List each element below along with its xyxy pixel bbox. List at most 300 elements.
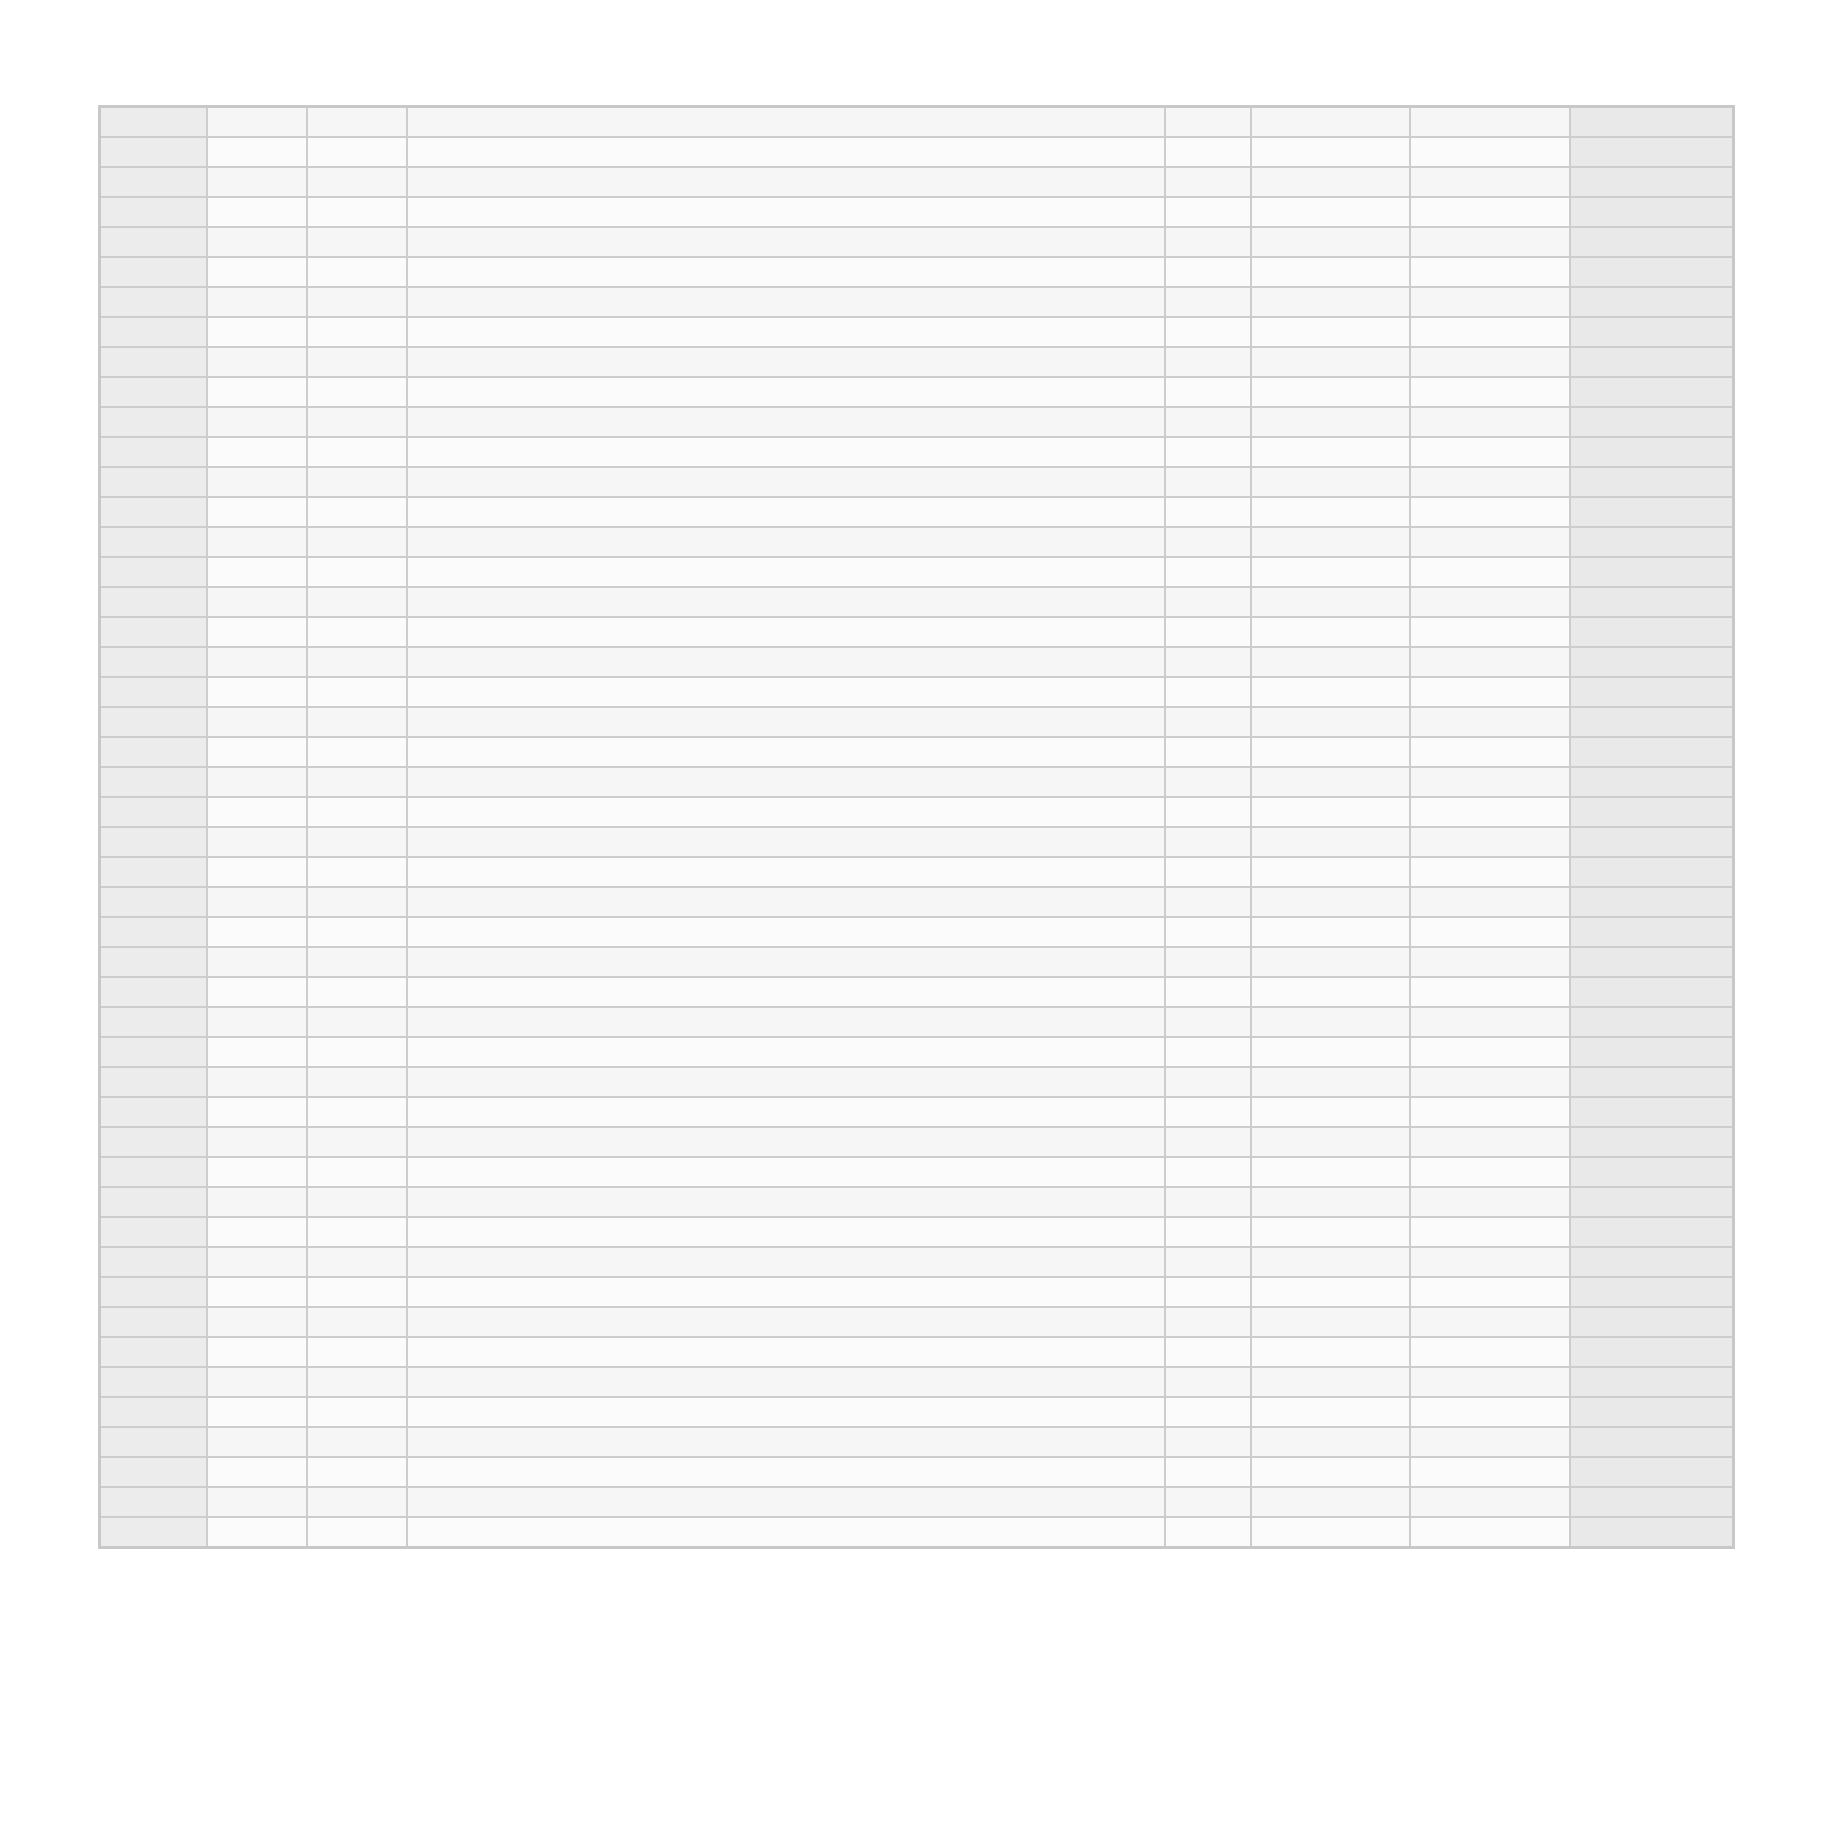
table-row xyxy=(100,617,1734,647)
cell-desc xyxy=(407,527,1165,557)
cell-c xyxy=(1410,1397,1570,1427)
table-row xyxy=(100,647,1734,677)
cell-b xyxy=(1251,797,1410,827)
cell-desc xyxy=(407,197,1165,227)
cell-ref xyxy=(100,887,207,917)
cell-desc xyxy=(407,1157,1165,1187)
cell-c xyxy=(1410,197,1570,227)
table-row xyxy=(100,1007,1734,1037)
cell-ref xyxy=(100,467,207,497)
table-row xyxy=(100,287,1734,317)
cell-date xyxy=(207,1487,307,1517)
cell-a xyxy=(1165,107,1251,138)
cell-a xyxy=(1165,977,1251,1007)
table-row xyxy=(100,917,1734,947)
cell-a xyxy=(1165,1457,1251,1487)
cell-ref xyxy=(100,317,207,347)
cell-ref xyxy=(100,287,207,317)
table-row xyxy=(100,1247,1734,1277)
cell-code xyxy=(307,377,407,407)
cell-desc xyxy=(407,767,1165,797)
cell-d xyxy=(1570,1517,1734,1548)
cell-desc xyxy=(407,287,1165,317)
table-row xyxy=(100,1067,1734,1097)
cell-ref xyxy=(100,947,207,977)
cell-ref xyxy=(100,797,207,827)
cell-a xyxy=(1165,1427,1251,1457)
cell-d xyxy=(1570,1157,1734,1187)
cell-ref xyxy=(100,1367,207,1397)
table-row xyxy=(100,767,1734,797)
cell-date xyxy=(207,1217,307,1247)
cell-c xyxy=(1410,347,1570,377)
cell-desc xyxy=(407,677,1165,707)
cell-ref xyxy=(100,1427,207,1457)
ledger-body xyxy=(100,107,1734,1548)
table-row xyxy=(100,1427,1734,1457)
cell-d xyxy=(1570,797,1734,827)
cell-c xyxy=(1410,167,1570,197)
cell-date xyxy=(207,1127,307,1157)
cell-code xyxy=(307,227,407,257)
cell-d xyxy=(1570,407,1734,437)
table-row xyxy=(100,527,1734,557)
cell-c xyxy=(1410,1277,1570,1307)
cell-b xyxy=(1251,1397,1410,1427)
cell-a xyxy=(1165,1487,1251,1517)
cell-code xyxy=(307,407,407,437)
cell-date xyxy=(207,1157,307,1187)
cell-date xyxy=(207,1187,307,1217)
cell-code xyxy=(307,1247,407,1277)
cell-c xyxy=(1410,1037,1570,1067)
cell-c xyxy=(1410,527,1570,557)
cell-c xyxy=(1410,1097,1570,1127)
cell-b xyxy=(1251,1337,1410,1367)
cell-date xyxy=(207,737,307,767)
cell-d xyxy=(1570,1367,1734,1397)
cell-desc xyxy=(407,1487,1165,1517)
cell-a xyxy=(1165,1277,1251,1307)
cell-ref xyxy=(100,1157,207,1187)
cell-b xyxy=(1251,1487,1410,1517)
cell-a xyxy=(1165,287,1251,317)
cell-date xyxy=(207,287,307,317)
cell-d xyxy=(1570,317,1734,347)
cell-ref xyxy=(100,1517,207,1548)
cell-a xyxy=(1165,1307,1251,1337)
table-row xyxy=(100,947,1734,977)
cell-a xyxy=(1165,917,1251,947)
cell-date xyxy=(207,1037,307,1067)
cell-code xyxy=(307,527,407,557)
cell-ref xyxy=(100,1217,207,1247)
cell-b xyxy=(1251,1097,1410,1127)
cell-code xyxy=(307,467,407,497)
cell-code xyxy=(307,917,407,947)
cell-b xyxy=(1251,827,1410,857)
cell-b xyxy=(1251,557,1410,587)
cell-b xyxy=(1251,917,1410,947)
cell-ref xyxy=(100,1067,207,1097)
cell-a xyxy=(1165,1517,1251,1548)
cell-d xyxy=(1570,1337,1734,1367)
table-row xyxy=(100,1277,1734,1307)
cell-code xyxy=(307,1517,407,1548)
cell-c xyxy=(1410,797,1570,827)
cell-c xyxy=(1410,1307,1570,1337)
cell-date xyxy=(207,857,307,887)
cell-d xyxy=(1570,1277,1734,1307)
cell-date xyxy=(207,647,307,677)
table-row xyxy=(100,317,1734,347)
cell-d xyxy=(1570,977,1734,1007)
table-row xyxy=(100,857,1734,887)
cell-c xyxy=(1410,287,1570,317)
cell-b xyxy=(1251,317,1410,347)
cell-code xyxy=(307,1277,407,1307)
cell-a xyxy=(1165,1217,1251,1247)
cell-desc xyxy=(407,887,1165,917)
cell-desc xyxy=(407,437,1165,467)
cell-b xyxy=(1251,257,1410,287)
cell-a xyxy=(1165,317,1251,347)
cell-a xyxy=(1165,497,1251,527)
cell-date xyxy=(207,137,307,167)
cell-a xyxy=(1165,647,1251,677)
cell-code xyxy=(307,767,407,797)
cell-b xyxy=(1251,737,1410,767)
cell-ref xyxy=(100,527,207,557)
cell-a xyxy=(1165,677,1251,707)
cell-desc xyxy=(407,1127,1165,1157)
cell-b xyxy=(1251,1367,1410,1397)
cell-c xyxy=(1410,377,1570,407)
cell-d xyxy=(1570,497,1734,527)
cell-ref xyxy=(100,347,207,377)
cell-ref xyxy=(100,107,207,138)
cell-ref xyxy=(100,167,207,197)
cell-d xyxy=(1570,1217,1734,1247)
cell-b xyxy=(1251,377,1410,407)
cell-b xyxy=(1251,1457,1410,1487)
cell-code xyxy=(307,197,407,227)
cell-code xyxy=(307,797,407,827)
cell-ref xyxy=(100,917,207,947)
cell-a xyxy=(1165,827,1251,857)
cell-desc xyxy=(407,1247,1165,1277)
cell-a xyxy=(1165,377,1251,407)
table-row xyxy=(100,467,1734,497)
cell-a xyxy=(1165,857,1251,887)
cell-code xyxy=(307,1037,407,1067)
table-row xyxy=(100,347,1734,377)
cell-b xyxy=(1251,227,1410,257)
cell-ref xyxy=(100,377,207,407)
table-row xyxy=(100,887,1734,917)
cell-b xyxy=(1251,137,1410,167)
cell-desc xyxy=(407,1007,1165,1037)
cell-d xyxy=(1570,1397,1734,1427)
cell-desc xyxy=(407,977,1165,1007)
cell-date xyxy=(207,167,307,197)
cell-ref xyxy=(100,1187,207,1217)
cell-desc xyxy=(407,1307,1165,1337)
cell-c xyxy=(1410,1067,1570,1097)
cell-c xyxy=(1410,1457,1570,1487)
cell-ref xyxy=(100,587,207,617)
cell-date xyxy=(207,677,307,707)
cell-b xyxy=(1251,1307,1410,1337)
cell-date xyxy=(207,1277,307,1307)
cell-b xyxy=(1251,767,1410,797)
cell-b xyxy=(1251,1037,1410,1067)
cell-d xyxy=(1570,467,1734,497)
table-row xyxy=(100,377,1734,407)
cell-desc xyxy=(407,1037,1165,1067)
cell-c xyxy=(1410,1367,1570,1397)
cell-a xyxy=(1165,1187,1251,1217)
cell-c xyxy=(1410,1007,1570,1037)
cell-code xyxy=(307,167,407,197)
cell-c xyxy=(1410,317,1570,347)
cell-code xyxy=(307,1427,407,1457)
cell-date xyxy=(207,1517,307,1548)
cell-a xyxy=(1165,407,1251,437)
cell-c xyxy=(1410,467,1570,497)
cell-c xyxy=(1410,917,1570,947)
cell-desc xyxy=(407,1397,1165,1427)
cell-c xyxy=(1410,557,1570,587)
cell-a xyxy=(1165,1397,1251,1427)
cell-desc xyxy=(407,917,1165,947)
cell-date xyxy=(207,797,307,827)
cell-a xyxy=(1165,767,1251,797)
cell-c xyxy=(1410,437,1570,467)
cell-date xyxy=(207,407,307,437)
cell-code xyxy=(307,1397,407,1427)
cell-code xyxy=(307,347,407,377)
cell-ref xyxy=(100,617,207,647)
table-row xyxy=(100,437,1734,467)
cell-c xyxy=(1410,647,1570,677)
cell-d xyxy=(1570,1427,1734,1457)
cell-c xyxy=(1410,947,1570,977)
cell-code xyxy=(307,947,407,977)
cell-a xyxy=(1165,587,1251,617)
cell-c xyxy=(1410,137,1570,167)
cell-code xyxy=(307,257,407,287)
cell-date xyxy=(207,227,307,257)
cell-desc xyxy=(407,737,1165,767)
cell-a xyxy=(1165,1157,1251,1187)
cell-d xyxy=(1570,947,1734,977)
cell-code xyxy=(307,677,407,707)
cell-d xyxy=(1570,647,1734,677)
cell-a xyxy=(1165,527,1251,557)
cell-d xyxy=(1570,227,1734,257)
cell-d xyxy=(1570,617,1734,647)
cell-desc xyxy=(407,1277,1165,1307)
cell-d xyxy=(1570,1487,1734,1517)
cell-d xyxy=(1570,167,1734,197)
cell-ref xyxy=(100,707,207,737)
cell-ref xyxy=(100,1397,207,1427)
table-row xyxy=(100,677,1734,707)
cell-code xyxy=(307,1307,407,1337)
cell-date xyxy=(207,947,307,977)
cell-c xyxy=(1410,1487,1570,1517)
cell-a xyxy=(1165,617,1251,647)
cell-date xyxy=(207,1247,307,1277)
cell-desc xyxy=(407,797,1165,827)
cell-b xyxy=(1251,107,1410,138)
cell-date xyxy=(207,707,307,737)
cell-desc xyxy=(407,1457,1165,1487)
cell-b xyxy=(1251,527,1410,557)
cell-c xyxy=(1410,227,1570,257)
cell-date xyxy=(207,1337,307,1367)
cell-a xyxy=(1165,437,1251,467)
cell-ref xyxy=(100,497,207,527)
cell-desc xyxy=(407,1187,1165,1217)
cell-desc xyxy=(407,1067,1165,1097)
cell-desc xyxy=(407,107,1165,138)
cell-b xyxy=(1251,467,1410,497)
cell-code xyxy=(307,287,407,317)
cell-d xyxy=(1570,587,1734,617)
cell-code xyxy=(307,107,407,138)
table-row xyxy=(100,1097,1734,1127)
cell-d xyxy=(1570,1097,1734,1127)
cell-ref xyxy=(100,137,207,167)
table-row xyxy=(100,257,1734,287)
cell-code xyxy=(307,1367,407,1397)
cell-date xyxy=(207,197,307,227)
cell-date xyxy=(207,827,307,857)
cell-c xyxy=(1410,1187,1570,1217)
cell-c xyxy=(1410,1427,1570,1457)
cell-c xyxy=(1410,1337,1570,1367)
cell-code xyxy=(307,827,407,857)
cell-d xyxy=(1570,527,1734,557)
cell-desc xyxy=(407,317,1165,347)
cell-date xyxy=(207,317,307,347)
table-row xyxy=(100,587,1734,617)
cell-desc xyxy=(407,617,1165,647)
cell-b xyxy=(1251,1217,1410,1247)
cell-desc xyxy=(407,587,1165,617)
cell-c xyxy=(1410,107,1570,138)
table-row xyxy=(100,707,1734,737)
cell-desc xyxy=(407,497,1165,527)
cell-code xyxy=(307,737,407,767)
cell-c xyxy=(1410,977,1570,1007)
cell-d xyxy=(1570,737,1734,767)
cell-d xyxy=(1570,197,1734,227)
cell-code xyxy=(307,707,407,737)
cell-date xyxy=(207,767,307,797)
cell-a xyxy=(1165,1067,1251,1097)
cell-code xyxy=(307,1217,407,1247)
cell-d xyxy=(1570,677,1734,707)
cell-ref xyxy=(100,977,207,1007)
cell-a xyxy=(1165,257,1251,287)
cell-c xyxy=(1410,887,1570,917)
cell-d xyxy=(1570,1247,1734,1277)
cell-ref xyxy=(100,1457,207,1487)
table-row xyxy=(100,737,1734,767)
cell-b xyxy=(1251,947,1410,977)
cell-a xyxy=(1165,707,1251,737)
ledger-table xyxy=(98,105,1735,1549)
cell-b xyxy=(1251,1247,1410,1277)
cell-date xyxy=(207,557,307,587)
cell-date xyxy=(207,1397,307,1427)
cell-b xyxy=(1251,407,1410,437)
cell-d xyxy=(1570,257,1734,287)
cell-d xyxy=(1570,1067,1734,1097)
table-row xyxy=(100,107,1734,138)
cell-ref xyxy=(100,767,207,797)
cell-desc xyxy=(407,827,1165,857)
cell-c xyxy=(1410,587,1570,617)
cell-c xyxy=(1410,1517,1570,1548)
cell-ref xyxy=(100,197,207,227)
cell-a xyxy=(1165,227,1251,257)
cell-desc xyxy=(407,407,1165,437)
table-row xyxy=(100,797,1734,827)
cell-ref xyxy=(100,257,207,287)
table-row xyxy=(100,137,1734,167)
cell-ref xyxy=(100,827,207,857)
cell-ref xyxy=(100,1247,207,1277)
cell-a xyxy=(1165,947,1251,977)
cell-a xyxy=(1165,1337,1251,1367)
cell-date xyxy=(207,587,307,617)
cell-d xyxy=(1570,437,1734,467)
cell-d xyxy=(1570,767,1734,797)
cell-date xyxy=(207,617,307,647)
cell-desc xyxy=(407,1217,1165,1247)
cell-a xyxy=(1165,167,1251,197)
cell-d xyxy=(1570,1007,1734,1037)
cell-desc xyxy=(407,347,1165,377)
table-row xyxy=(100,1307,1734,1337)
cell-date xyxy=(207,887,307,917)
cell-date xyxy=(207,347,307,377)
table-row xyxy=(100,1397,1734,1427)
cell-b xyxy=(1251,707,1410,737)
cell-c xyxy=(1410,407,1570,437)
table-row xyxy=(100,227,1734,257)
cell-desc xyxy=(407,857,1165,887)
cell-ref xyxy=(100,1097,207,1127)
cell-c xyxy=(1410,257,1570,287)
cell-code xyxy=(307,1067,407,1097)
cell-code xyxy=(307,977,407,1007)
cell-d xyxy=(1570,857,1734,887)
cell-date xyxy=(207,377,307,407)
cell-b xyxy=(1251,1007,1410,1037)
cell-desc xyxy=(407,257,1165,287)
cell-code xyxy=(307,887,407,917)
cell-c xyxy=(1410,707,1570,737)
cell-b xyxy=(1251,1187,1410,1217)
cell-d xyxy=(1570,107,1734,138)
table-row xyxy=(100,1487,1734,1517)
cell-d xyxy=(1570,1457,1734,1487)
